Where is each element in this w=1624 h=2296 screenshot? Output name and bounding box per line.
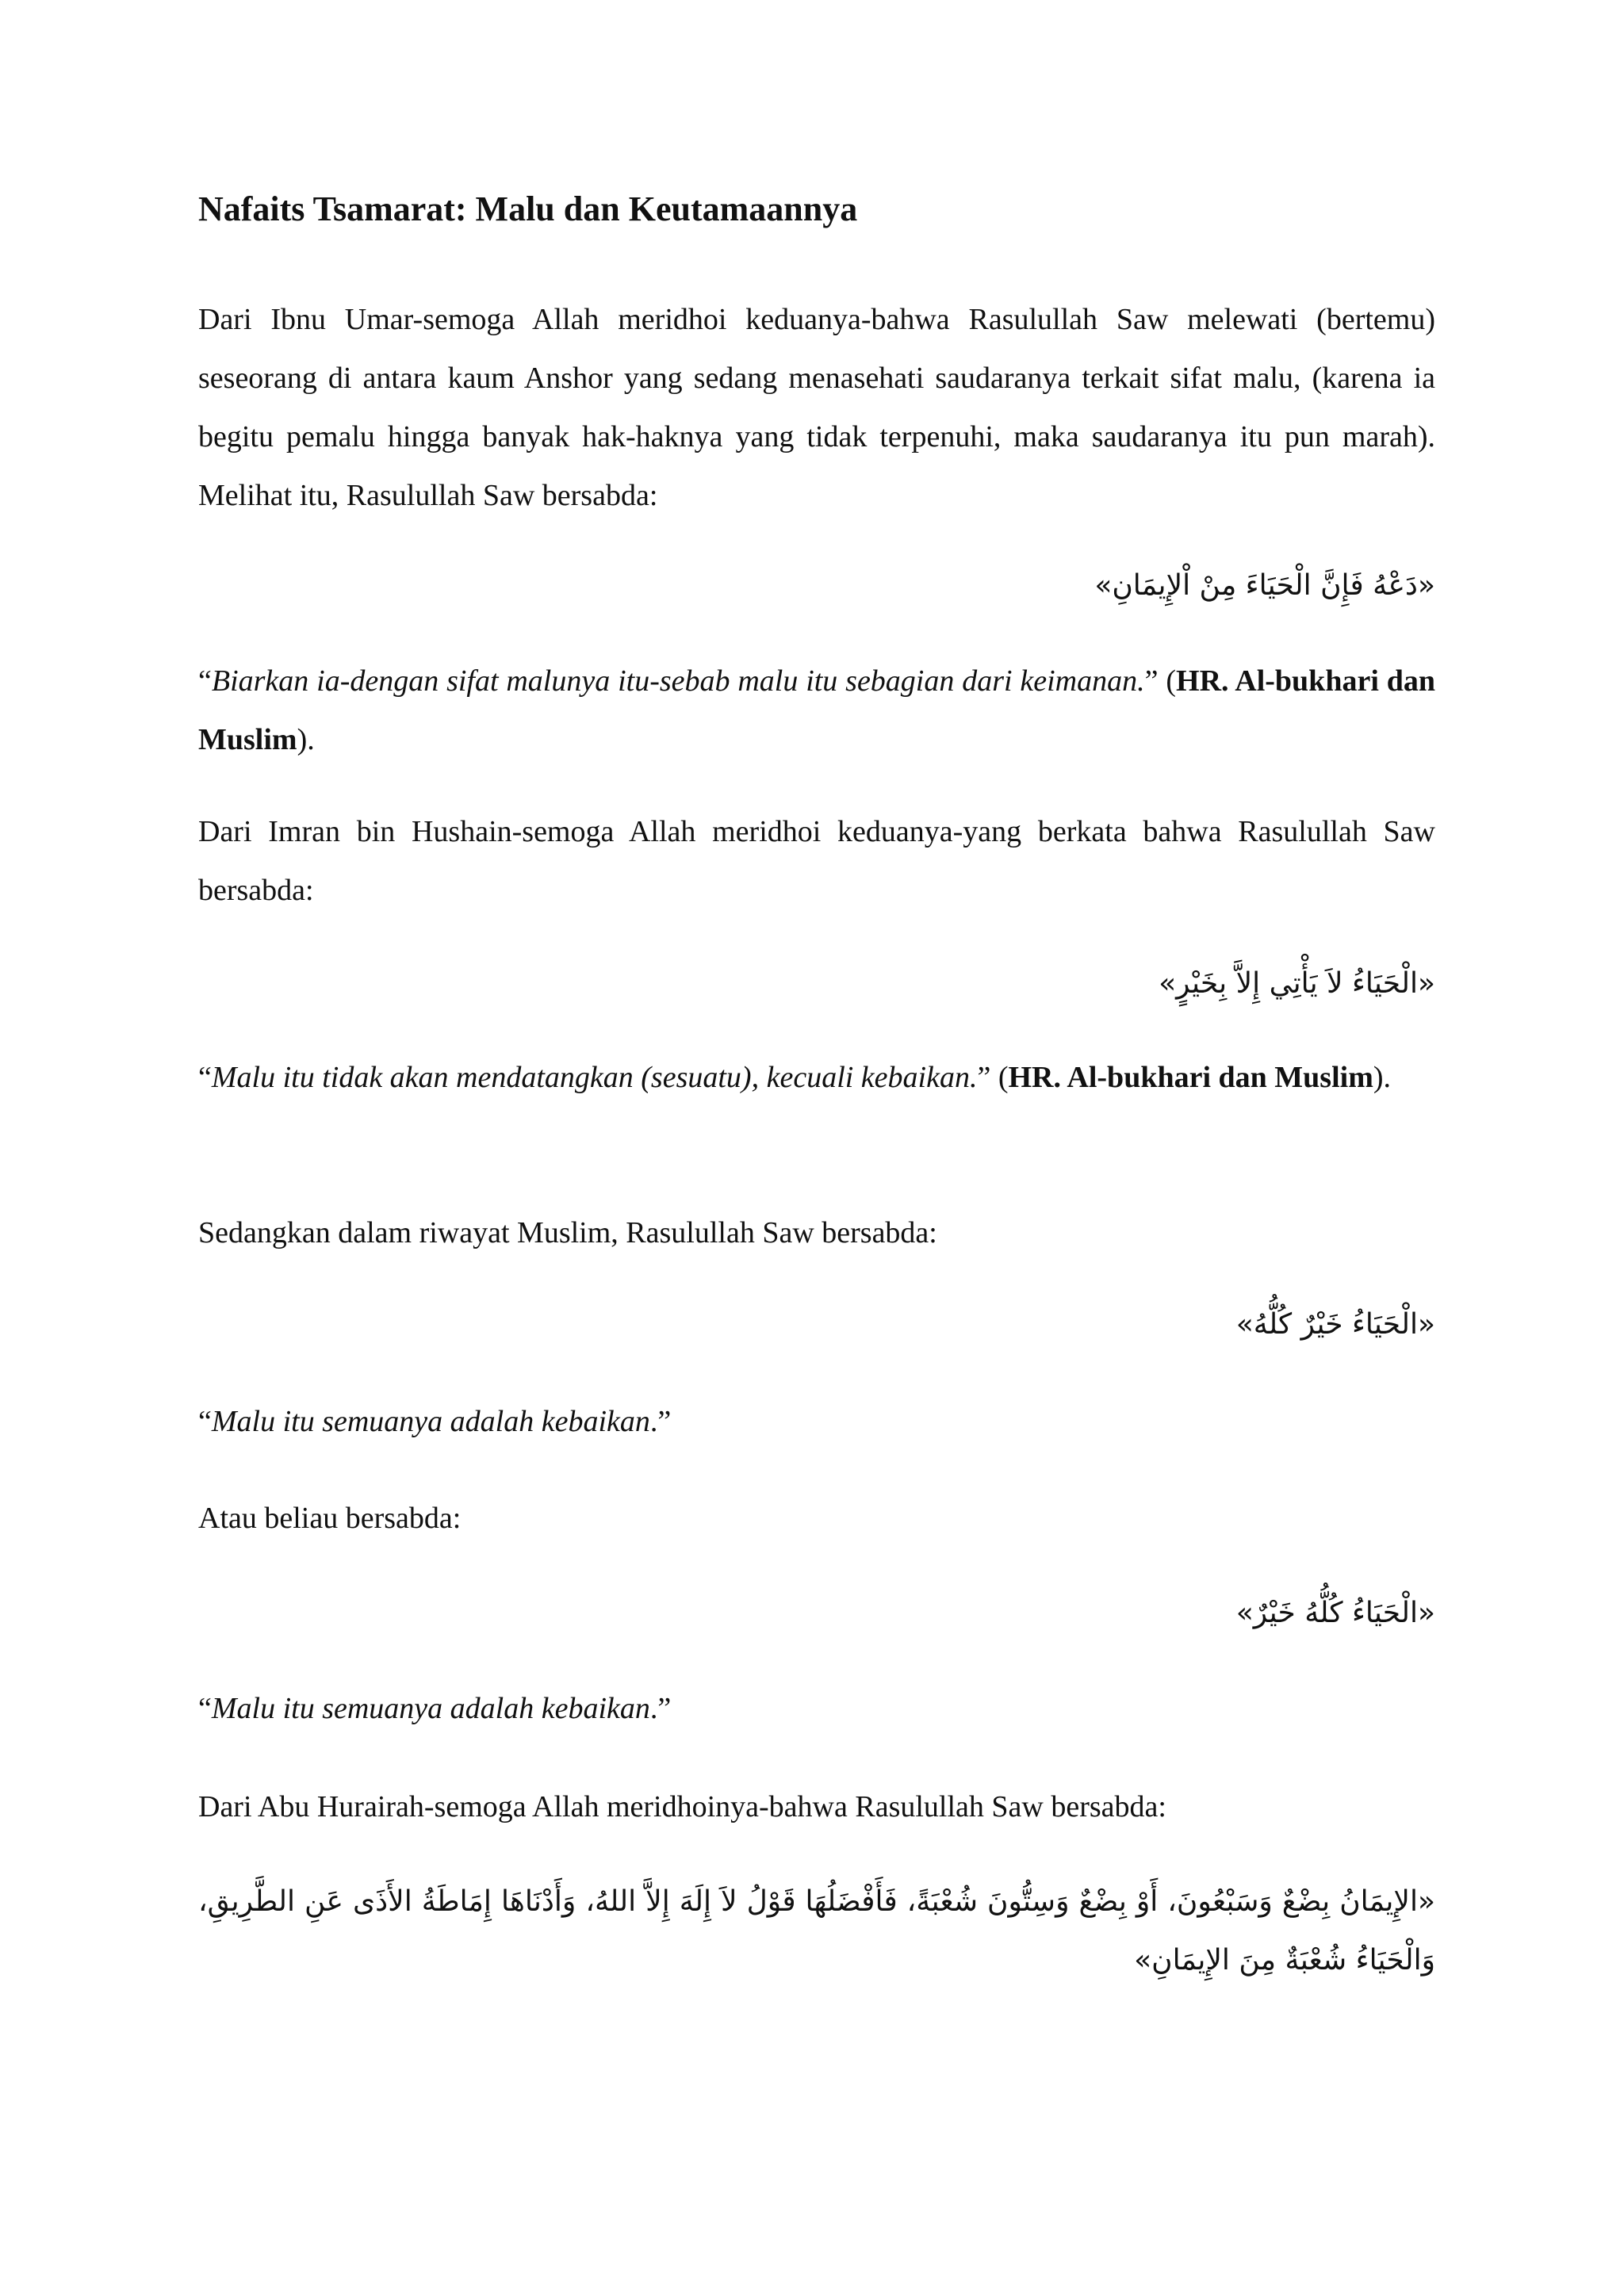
- document-title: Nafaits Tsamarat: Malu dan Keutamaannya: [198, 189, 858, 228]
- arabic-hadith-4: «الْحَيَاءُ كُلُّهُ خَيْرٌ»: [1235, 1597, 1435, 1629]
- hadith-source: HR. Al-bukhari dan Muslim: [1008, 1061, 1373, 1094]
- translation-text: Biarkan ia-dengan sifat malunya itu-sebab malu itu sebagian dari keimanan.: [211, 664, 1145, 698]
- arabic-hadith-2: «الْحَيَاءُ لاَ يَأْتِي إِلاَّ بِخَيْرٍ»: [1159, 967, 1435, 1000]
- paragraph-atau: Atau beliau bersabda:: [198, 1502, 462, 1535]
- paragraph-abu-hurairah: Dari Abu Hurairah-semoga Allah meridhoinya-bahwa Rasulullah Saw bersabda:: [198, 1790, 1166, 1823]
- open-quote: “: [198, 664, 212, 698]
- paragraph-riwayat-muslim: Sedangkan dalam riwayat Muslim, Rasulullah Saw bersabda:: [198, 1216, 937, 1249]
- translation-text: Malu itu semuanya adalah kebaikan: [211, 1692, 650, 1725]
- close-quote: ” (: [977, 1061, 1009, 1094]
- open-quote: “: [198, 1061, 212, 1094]
- open-quote: “: [198, 1405, 212, 1438]
- translation-text: Malu itu tidak akan mendatangkan (sesuatu), kecuali kebaikan.: [211, 1061, 978, 1094]
- close-quote: .”: [649, 1405, 672, 1438]
- open-quote: “: [198, 1692, 212, 1725]
- translation-4: [198, 1679, 1435, 1738]
- close-quote: .”: [649, 1692, 672, 1725]
- source-end: ).: [297, 723, 315, 756]
- paragraph-imran: Dari Imran bin Hushain-semoga Allah meridhoi keduanya-yang berkata bahwa Rasulullah Saw bersabda:: [198, 815, 1435, 907]
- hadith-source: HR. Al-bukhari dan Muslim: [198, 664, 1435, 756]
- arabic-hadith-1: «دَعْهُ فَإِنَّ الْحَيَاءَ مِنْ اْلإِيمَانِ»: [1094, 569, 1435, 602]
- arabic-hadith-3: «الْحَيَاءُ خَيْرٌ كُلُّهُ»: [1235, 1308, 1435, 1341]
- translation-2: [198, 1048, 1435, 1107]
- source-end: ).: [1373, 1061, 1391, 1094]
- arabic-hadith-5: «الإِيمَانُ بِضْعٌ وَسَبْعُونَ، أَوْ بِضْعٌ وَسِتُّونَ شُعْبَةً، فَأَفْضَلُهَا قَوْلُ لاَ إِلَهَ إِلاَّ اللهُ، وَأَدْنَاهَا إِمَاطَةُ الأَذَى عَنِ الطَّرِيقِ، وَالْحَيَاءُ شُعْبَةٌ مِنَ الإِيمَانِ»: [198, 1885, 1435, 1976]
- translation-text: Malu itu semuanya adalah kebaikan: [211, 1405, 650, 1438]
- close-quote: ” (: [1144, 664, 1177, 698]
- translation-1: [198, 652, 1435, 769]
- paragraph-ibnu-umar: Dari Ibnu Umar-semoga Allah meridhoi keduanya-bahwa Rasulullah Saw melewati (bertemu) seseorang di antara kaum Anshor yang sedang menasehati saudaranya terkait sifat malu, (karena ia begitu pemalu hingga banyak hak-haknya yang tidak terpenuhi, maka saudaranya itu pun marah). Melihat itu, Rasulullah Saw bersabda:: [198, 303, 1435, 512]
- translation-3: [198, 1392, 1435, 1451]
